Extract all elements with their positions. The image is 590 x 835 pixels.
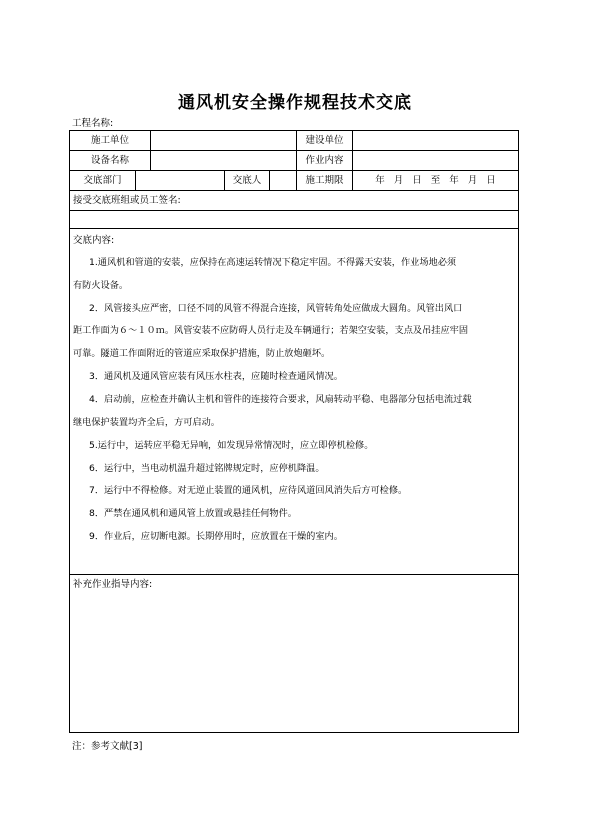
content-line: 有防火设备。 — [73, 280, 129, 291]
content-line: 可靠。隧道工作面附近的管道应采取保护措施，防止放炮砸坏。 — [73, 348, 331, 359]
supplement-label: 补充作业指导内容: — [73, 579, 153, 590]
handover-form — [69, 130, 519, 733]
handover-person-label: 交底人 — [232, 175, 262, 186]
content-label: 交底内容: — [73, 235, 115, 246]
handover-person-value[interactable] — [270, 171, 296, 191]
content-line: 9．作业后，应切断电源。长期停用时，应放置在干燥的室内。 — [89, 531, 343, 542]
content-line: 1.通风机和管道的安装，应保持在高速运转情况下稳定牢固。不得露天安装，作业场地必须 — [89, 257, 457, 268]
divider — [150, 131, 151, 171]
construction-unit-value[interactable] — [151, 131, 296, 151]
handover-dept-label: 交底部门 — [83, 175, 122, 186]
equipment-name-value[interactable] — [151, 151, 296, 171]
content-line: 6．运行中，当电动机温升超过铭牌规定时，应停机降温。 — [89, 463, 325, 474]
divider — [352, 131, 353, 191]
divider — [224, 171, 225, 191]
row-signature-space[interactable] — [70, 211, 518, 229]
content-line: 5.运行中，运转应平稳无异响，如发现异常情况时，应立即停机检修。 — [89, 440, 374, 451]
content-line: 继电保护装置均齐全后，方可启动。 — [73, 417, 220, 428]
content-line: 2．风管接头应严密，口径不同的风管不得混合连接，风管转角处应做成大圆角。风管出风口 — [89, 303, 463, 314]
handover-dept-value[interactable] — [136, 171, 224, 191]
work-content-label: 作业内容 — [305, 155, 344, 166]
supplement-content-area[interactable] — [70, 597, 518, 731]
content-line: 距工作面为６～１０ｍ。风管安装不应防碍人员行走及车辆通行；若架空安装，支点及吊挂应牢固 — [73, 325, 469, 336]
footnote: 注：参考文献[3] — [72, 741, 143, 752]
equipment-name-label: 设备名称 — [90, 155, 129, 166]
divider — [269, 171, 270, 191]
construction-period-value[interactable]: 年 月 日 至 年 月 日 — [375, 175, 496, 186]
content-line: 4．启动前，应检查并确认主机和管件的连接符合要求，风扇转动平稳、电器部分包括电流过载 — [89, 394, 472, 405]
construction-period-label: 施工期限 — [305, 175, 344, 186]
construction-unit-label: 施工单位 — [90, 135, 129, 146]
content-line: 3．通风机及通风管应装有风压水柱表，应随时检查通风情况。 — [89, 371, 343, 382]
content-line: 7．运行中不得检修。对无逆止装置的通风机，应待风道回风消失后方可检修。 — [89, 485, 408, 496]
divider — [135, 171, 136, 191]
signature-label: 接受交底班组或员工签名: — [73, 195, 181, 206]
project-name-label: 工程名称: — [72, 118, 114, 129]
builder-unit-value[interactable] — [353, 131, 518, 151]
document-title: 通风机安全操作规程技术交底 — [178, 93, 412, 113]
divider — [296, 131, 297, 191]
content-line: 8．严禁在通风机和通风管上放置或悬挂任何物件。 — [89, 508, 297, 519]
work-content-value[interactable] — [353, 151, 518, 171]
builder-unit-label: 建设单位 — [305, 135, 344, 146]
